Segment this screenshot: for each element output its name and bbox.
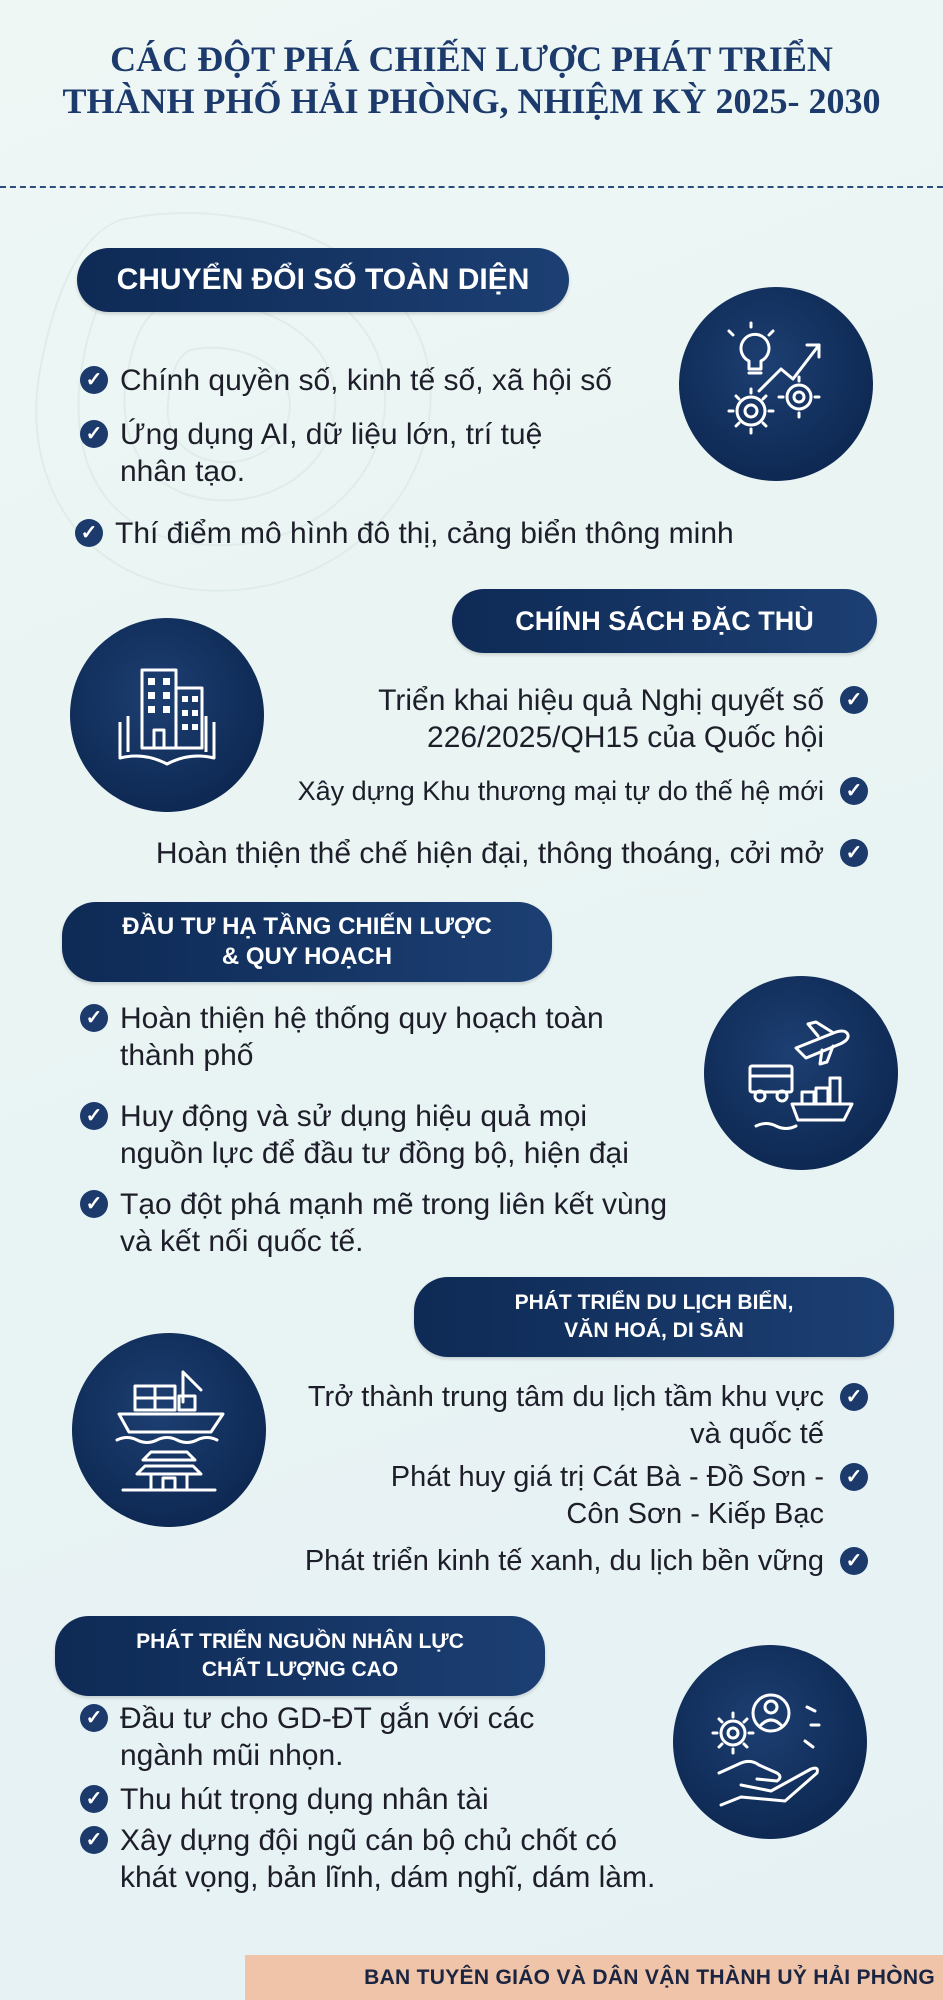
hand-gear-person-icon [673,1645,867,1839]
list-item: ✓ Hoàn thiện hệ thống quy hoạch toàn thành phố [80,1000,680,1074]
list-item: ✓ Hoàn thiện thể chế hiện đại, thông thoáng, cởi mở [60,835,868,872]
title-line-2: THÀNH PHỐ HẢI PHÒNG, NHIỆM KỲ 2025- 2030 [62,81,881,121]
list-item: ✓ Phát triển kinh tế xanh, du lịch bền vững [200,1543,868,1580]
dashed-divider [0,186,943,188]
list-item: ✓ Triển khai hiệu quả Nghị quyết số 226/2025/QH15 của Quốc hội [250,682,868,756]
check-icon: ✓ [840,1463,868,1491]
footer-credit [245,1955,943,2000]
check-icon: ✓ [840,686,868,714]
section-heading-infrastructure: ĐẦU TƯ HẠ TẦNG CHIẾN LƯỢC & QUY HOẠCH [62,902,552,982]
check-icon: ✓ [75,519,103,547]
list-item: ✓ Đầu tư cho GD-ĐT gắn với các ngành mũi nhọn. [80,1700,640,1774]
plane-truck-ship-icon [704,976,898,1170]
check-icon: ✓ [80,1826,108,1854]
footer-text: BAN TUYÊN GIÁO VÀ DÂN VẬN THÀNH UỶ HẢI PHÒNG [364,1965,935,1989]
check-icon: ✓ [840,1547,868,1575]
list-item: ✓ Chính quyền số, kinh tế số, xã hội số [80,362,700,399]
section-heading-sea-tourism: PHÁT TRIỂN DU LỊCH BIỂN, VĂN HOÁ, DI SẢN [414,1277,894,1357]
list-item: ✓ Thí điểm mô hình đô thị, cảng biển thông minh [75,515,855,552]
section-heading-human-resources: PHÁT TRIỂN NGUỒN NHÂN LỰC CHẤT LƯỢNG CAO [55,1616,545,1696]
check-icon: ✓ [80,1704,108,1732]
list-item: ✓ Huy động và sử dụng hiệu quả mọi nguồn lực để đầu tư đồng bộ, hiện đại [80,1098,720,1172]
check-icon: ✓ [80,1004,108,1032]
page-title [0,38,943,122]
list-item: ✓ Trở thành trung tâm du lịch tầm khu vực và quốc tế [270,1379,868,1453]
check-icon: ✓ [80,1190,108,1218]
check-icon: ✓ [80,1785,108,1813]
check-icon: ✓ [840,777,868,805]
check-icon: ✓ [80,366,108,394]
list-item: ✓ Xây dựng đội ngũ cán bộ chủ chốt có khát vọng, bản lĩnh, dám nghĩ, dám làm. [80,1822,760,1896]
lightbulb-gears-growth-icon [679,287,873,481]
check-icon: ✓ [840,1383,868,1411]
cargo-ship-pagoda-icon [72,1333,266,1527]
list-item: ✓ Thu hút trọng dụng nhân tài [80,1781,640,1818]
check-icon: ✓ [80,1102,108,1130]
list-item: ✓ Phát huy giá trị Cát Bà - Đồ Sơn - Côn Sơn - Kiếp Bạc [300,1459,868,1533]
section-heading-digital-transformation: CHUYỂN ĐỔI SỐ TOÀN DIỆN [77,248,569,312]
list-item: ✓ Tạo đột phá mạnh mẽ trong liên kết vùng và kết nối quốc tế. [80,1186,740,1260]
check-icon: ✓ [80,420,108,448]
section-heading-special-policy: CHÍNH SÁCH ĐẶC THÙ [452,589,877,653]
title-line-1: CÁC ĐỘT PHÁ CHIẾN LƯỢC PHÁT TRIỂN [110,39,833,79]
list-item: ✓ Ứng dụng AI, dữ liệu lớn, trí tuệ nhân tạo. [80,416,640,490]
list-item: ✓ Xây dựng Khu thương mại tự do thế hệ mới [200,773,868,810]
check-icon: ✓ [840,839,868,867]
